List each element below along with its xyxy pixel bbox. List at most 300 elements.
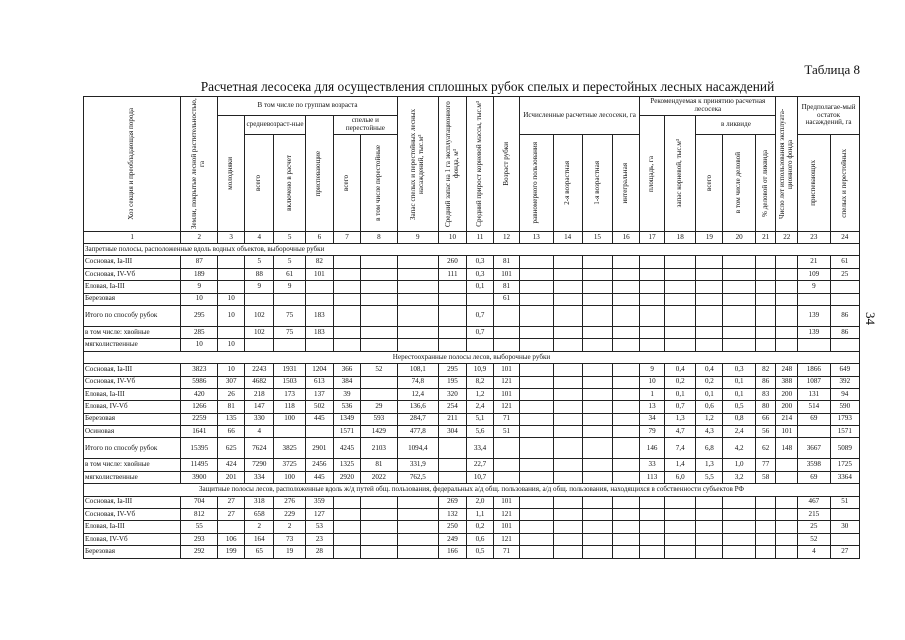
table-cell: 3598 [798,459,830,471]
table-cell [397,546,438,558]
section-header-row [84,244,860,256]
table-cell [696,293,723,305]
table-cell: 2901 [305,438,333,459]
table-cell [755,293,776,305]
table-cell [218,256,245,268]
table-cell: 514 [798,401,830,413]
table-cell [438,339,466,351]
table-cell: 0,2 [696,376,723,388]
table-cell: 82 [755,364,776,376]
table-cell [553,413,582,425]
table-cell: 33,4 [467,438,494,459]
header-calc-integral: интегральная [613,135,640,232]
table-cell [520,281,554,293]
table-cell: 139 [798,305,830,326]
table-body [84,232,860,559]
table-cell [360,546,397,558]
table-cell: 7624 [245,438,274,459]
table-cell [520,268,554,280]
table-cell: 7,4 [665,438,696,459]
table-cell: 4,2 [723,438,755,459]
table-cell [520,546,554,558]
table-cell: 2 [245,521,274,533]
table-cell [333,546,360,558]
table-cell: 285 [181,326,218,338]
table-cell: 467 [798,496,830,508]
table-cell [305,426,333,438]
table-cell [723,509,755,521]
table-cell [274,293,305,305]
table-cell [776,339,798,351]
table-cell [520,339,554,351]
column-number: 23 [798,232,830,244]
row-label: Березовая [84,413,181,425]
table-cell [467,293,494,305]
table-cell: 100 [274,413,305,425]
row-label: в том числе: хвойные [84,459,181,471]
column-number: 16 [613,232,640,244]
column-number: 10 [438,232,466,244]
table-cell [665,256,696,268]
table-cell [613,546,640,558]
table-cell [553,533,582,545]
table-cell: 0,3 [723,364,755,376]
table-cell: 1793 [830,413,859,425]
table-cell: 10 [218,339,245,351]
table-cell: 127 [305,509,333,521]
table-cell: 625 [218,438,245,459]
column-number: 18 [665,232,696,244]
table-cell: 189 [181,268,218,280]
table-cell: 81 [494,281,520,293]
table-cell: 10 [218,364,245,376]
table-cell: 106 [218,533,245,545]
header-mature-over: в том числе перестойные [360,135,397,232]
table-cell [582,305,612,326]
table-cell [245,293,274,305]
table-cell [494,459,520,471]
table-cell [798,426,830,438]
row-label: мягколиственные [84,339,181,351]
table-cell: 658 [245,509,274,521]
table-cell: 1571 [333,426,360,438]
table-cell [665,293,696,305]
table-cell [553,305,582,326]
table-cell: 812 [181,509,218,521]
table-cell [397,533,438,545]
table-cell: 25 [798,521,830,533]
table-cell: 6,0 [665,471,696,483]
table-cell: 269 [438,496,466,508]
table-cell [755,256,776,268]
table-cell [665,281,696,293]
table-cell [640,533,665,545]
table-cell: 5986 [181,376,218,388]
lesoseka-table [83,96,860,559]
table-cell: 200 [776,388,798,400]
table-cell: 445 [305,471,333,483]
table-cell: 52 [798,533,830,545]
table-cell: 26 [218,388,245,400]
table-cell [696,339,723,351]
table-cell [755,521,776,533]
table-cell: 3725 [274,459,305,471]
table-cell [218,281,245,293]
table-cell [553,471,582,483]
table-cell: 121 [494,401,520,413]
table-cell [665,305,696,326]
table-cell: 27 [218,496,245,508]
table-cell [755,496,776,508]
table-cell [830,339,859,351]
table-cell: 0,6 [696,401,723,413]
table-cell: 0,6 [467,533,494,545]
table-cell [696,326,723,338]
table-cell: 502 [305,401,333,413]
section-title: Защитные полосы лесов, расположенные вдоль ж/д путей общ. пользования, федеральных а/д общ. пользования, а/д общ. пользования, находящихся в собственности субъектов РФ [84,484,860,496]
table-cell [665,268,696,280]
table-cell: 4,7 [665,426,696,438]
table-cell [582,471,612,483]
table-cell: 0,7 [665,401,696,413]
table-cell [582,364,612,376]
table-cell [520,256,554,268]
table-cell [360,376,397,388]
table-cell [640,509,665,521]
table-cell: 10 [218,305,245,326]
table-cell [397,509,438,521]
table-cell [613,521,640,533]
table-cell [520,376,554,388]
table-cell [755,546,776,558]
table-cell [640,256,665,268]
header-middle: средневозраст-ные [245,116,306,135]
table-cell [696,281,723,293]
table-cell: 1,2 [467,388,494,400]
table-cell [696,546,723,558]
table-cell [520,364,554,376]
table-cell [553,459,582,471]
header-liquid-pct: % деловой от ликвида [755,135,776,232]
table-cell [582,326,612,338]
table-cell [613,376,640,388]
table-cell [696,305,723,326]
table-cell: 366 [333,364,360,376]
header-middle-all: всего [245,135,274,232]
table-cell: 0,4 [696,364,723,376]
table-cell [333,521,360,533]
header-calc-1age: 1-я возрастная [582,135,612,232]
table-cell: 2103 [360,438,397,459]
row-label: Сосновая, Ia-III [84,256,181,268]
table-cell [553,339,582,351]
table-cell: 81 [360,459,397,471]
table-cell: 5,5 [696,471,723,483]
table-cell [830,509,859,521]
table-cell: 318 [245,496,274,508]
table-cell [582,268,612,280]
table-cell: 420 [181,388,218,400]
table-cell [776,546,798,558]
row-label: Сосновая, IV-Vб [84,509,181,521]
header-calc-2age: 2-я возрастная [553,135,582,232]
document-title: Расчетная лесосека для осуществления сплошных рубок спелых и перестойных лесных насаждений [200,79,775,94]
row-label: Сосновая, Ia-III [84,364,181,376]
table-cell: 0,2 [665,376,696,388]
table-cell: 292 [181,546,218,558]
table-row [84,305,860,326]
row-label: Еловая, Ia-III [84,521,181,533]
table-cell: 424 [218,459,245,471]
table-cell [830,293,859,305]
table-cell: 5 [245,256,274,268]
table-cell [333,533,360,545]
table-cell [755,509,776,521]
table-cell: 101 [494,388,520,400]
header-liquid-all: всего [696,135,723,232]
table-cell [305,339,333,351]
table-cell [723,293,755,305]
table-cell [640,339,665,351]
table-cell: 164 [245,533,274,545]
table-cell [776,268,798,280]
table-cell: 2,0 [467,496,494,508]
table-cell [553,388,582,400]
table-cell [776,533,798,545]
table-cell: 121 [494,509,520,521]
table-cell: 75 [274,305,305,326]
column-number: 15 [582,232,612,244]
table-cell [553,326,582,338]
table-row [84,281,860,293]
table-cell: 33 [640,459,665,471]
table-cell: 4682 [245,376,274,388]
table-cell: 536 [333,401,360,413]
table-cell [798,339,830,351]
table-cell: 0,5 [467,546,494,558]
table-cell [333,305,360,326]
table-cell [613,438,640,459]
table-cell [274,426,305,438]
table-cell [582,546,612,558]
table-cell [696,521,723,533]
table-cell [438,471,466,483]
column-number-row [84,232,860,244]
table-cell: 52 [360,364,397,376]
table-cell [640,496,665,508]
table-cell [305,293,333,305]
table-cell: 1087 [798,376,830,388]
table-cell [776,509,798,521]
header-remain-mature: спелых и перестойных [830,135,859,232]
table-cell [776,459,798,471]
header-pre-mature: приспевающие [305,116,333,232]
table-cell: 19 [274,546,305,558]
table-cell: 30 [830,521,859,533]
table-cell [553,268,582,280]
table-cell [360,268,397,280]
table-cell: 284,7 [397,413,438,425]
table-cell [582,293,612,305]
table-cell: 0,2 [467,521,494,533]
table-cell: 1866 [798,364,830,376]
table-cell [360,293,397,305]
table-cell [640,546,665,558]
table-cell: 649 [830,364,859,376]
row-label: Березовая [84,546,181,558]
table-cell [723,305,755,326]
table-cell [397,281,438,293]
table-cell: 139 [798,326,830,338]
table-cell [582,509,612,521]
row-label: Итого по способу рубок [84,438,181,459]
table-cell [553,376,582,388]
column-number: 7 [333,232,360,244]
table-cell: 101 [494,268,520,280]
table-cell: 0,4 [665,364,696,376]
table-cell: 254 [438,401,466,413]
table-cell: 102 [245,326,274,338]
table-cell [665,339,696,351]
table-cell: 61 [274,268,305,280]
table-cell [776,326,798,338]
table-cell: 100 [274,471,305,483]
table-row [84,459,860,471]
table-cell: 593 [360,413,397,425]
table-cell [640,521,665,533]
table-cell [613,471,640,483]
table-cell: 66 [218,426,245,438]
table-cell: 613 [305,376,333,388]
table-cell [553,256,582,268]
table-row [84,256,860,268]
table-cell [723,281,755,293]
table-cell: 146 [640,438,665,459]
table-cell [553,521,582,533]
table-cell: 304 [438,426,466,438]
table-cell [613,459,640,471]
table-cell [520,305,554,326]
table-cell: 10 [181,293,218,305]
table-cell [520,401,554,413]
table-cell: 66 [755,413,776,425]
table-cell: 1931 [274,364,305,376]
table-cell [397,256,438,268]
table-cell: 1,2 [696,413,723,425]
table-cell: 75 [274,326,305,338]
table-cell [665,521,696,533]
table-cell [397,496,438,508]
table-cell [613,388,640,400]
table-cell: 1725 [830,459,859,471]
table-cell: 23 [305,533,333,545]
table-cell: 27 [218,509,245,521]
table-cell: 0,8 [723,413,755,425]
page-number: 34 [863,312,878,325]
table-cell [397,268,438,280]
table-cell: 2,4 [723,426,755,438]
table-cell: 55 [181,521,218,533]
table-cell: 9 [798,281,830,293]
table-cell [438,281,466,293]
table-cell: 25 [830,268,859,280]
table-cell: 87 [181,256,218,268]
table-cell [830,533,859,545]
table-cell: 1503 [274,376,305,388]
table-cell: 2456 [305,459,333,471]
table-cell [613,496,640,508]
table-cell: 28 [305,546,333,558]
table-cell: 320 [438,388,466,400]
table-cell: 1429 [360,426,397,438]
table-cell [696,256,723,268]
table-cell [723,546,755,558]
table-cell: 5,1 [467,413,494,425]
table-cell [494,471,520,483]
header-growth: Средний прирост корневой массы, тыс.м³ [467,97,494,232]
table-cell: 82 [305,256,333,268]
table-cell [613,413,640,425]
table-cell [397,521,438,533]
table-cell: 388 [776,376,798,388]
header-calc-group: Исчисленные расчетные лесосеки, га [520,97,640,135]
row-label: мягколиственные [84,471,181,483]
header-forest-area: Земли, покрытые лесной растительностью, га [181,97,218,232]
table-cell [582,521,612,533]
table-cell [776,521,798,533]
table-cell: 477,8 [397,426,438,438]
table-cell [755,326,776,338]
table-cell: 53 [305,521,333,533]
table-cell: 86 [755,376,776,388]
table-row [84,533,860,545]
table-cell: 0,1 [723,376,755,388]
table-cell [553,426,582,438]
table-cell [397,293,438,305]
table-cell: 1,3 [665,413,696,425]
header-calc-uniform: равномерного пользования [520,135,554,232]
table-cell: 201 [218,471,245,483]
table-cell [360,521,397,533]
table-cell: 2,4 [467,401,494,413]
row-label: Еловая, IV-Vб [84,533,181,545]
table-row [84,496,860,508]
table-cell: 10 [218,293,245,305]
table-cell [640,305,665,326]
header-age-groups: В том числе по группам возраста [218,97,398,116]
table-cell: 109 [798,268,830,280]
table-cell: 102 [245,305,274,326]
table-cell: 293 [181,533,218,545]
table-cell [360,388,397,400]
table-cell: 135 [218,413,245,425]
table-cell [520,459,554,471]
table-cell: 331,9 [397,459,438,471]
header-young: молодняки [218,116,245,232]
table-cell: 0,1 [696,388,723,400]
table-cell: 5,6 [467,426,494,438]
header-rec-area: площадь, га [640,116,665,232]
table-cell [582,376,612,388]
table-cell: 295 [438,364,466,376]
table-cell [520,426,554,438]
table-cell [397,326,438,338]
table-cell [723,521,755,533]
table-cell [640,293,665,305]
table-cell: 121 [494,376,520,388]
table-cell: 1,0 [723,459,755,471]
table-cell [582,459,612,471]
